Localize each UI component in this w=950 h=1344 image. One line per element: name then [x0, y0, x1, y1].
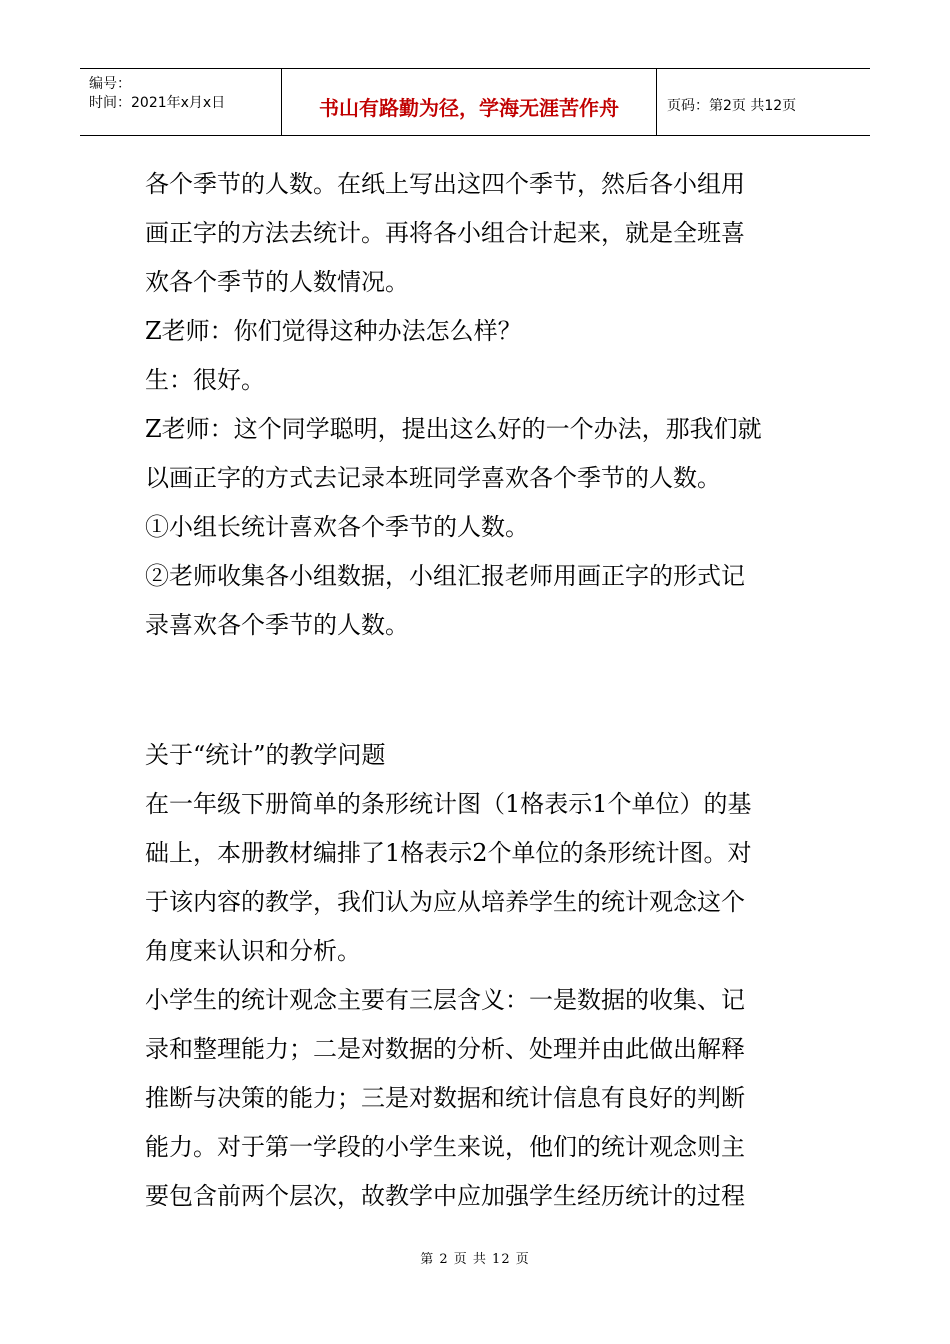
document-body	[145, 160, 810, 1221]
text-line: 各个季节的人数。在纸上写出这四个季节，然后各小组用	[145, 170, 745, 198]
text-line: 能力。对于第一学段的小学生来说，他们的统计观念则主	[145, 1133, 745, 1161]
motto: 书山有路勤为径，学海无涯苦作舟	[319, 96, 619, 120]
page-footer: 第 2 页 共 12 页	[420, 1252, 530, 1267]
text-line: 画正字的方法去统计。再将各小组合计起来，就是全班喜	[145, 219, 745, 247]
header-middle-cell	[282, 69, 657, 135]
text-line: 角度来认识和分析。	[145, 937, 361, 965]
serial-label: 编号：	[89, 76, 131, 92]
text-line: Z老师：你们觉得这种办法怎么样？	[145, 317, 522, 345]
text-line: 小学生的统计观念主要有三层含义：一是数据的收集、记	[145, 986, 745, 1014]
text-line: 关于“统计”的教学问题	[145, 741, 386, 769]
text-line: 录喜欢各个季节的人数。	[145, 611, 409, 639]
header-table	[80, 68, 870, 136]
blank-line	[145, 666, 810, 715]
text-line: 于该内容的教学，我们认为应从培养学生的统计观念这个	[145, 888, 745, 916]
text-line: 录和整理能力；二是对数据的分析、处理并由此做出解释	[145, 1035, 745, 1063]
page-info: 页码：第2页 共12页	[667, 98, 797, 114]
text-line: 欢各个季节的人数情况。	[145, 268, 409, 296]
header-right-cell	[657, 69, 870, 135]
text-line: ①小组长统计喜欢各个季节的人数。	[145, 513, 529, 541]
text-line: 推断与决策的能力；三是对数据和统计信息有良好的判断	[145, 1084, 745, 1112]
text-line: Z老师：这个同学聪明，提出这么好的一个办法，那我们就	[145, 415, 762, 443]
text-line: 要包含前两个层次，故教学中应加强学生经历统计的过程	[145, 1182, 745, 1210]
header-left-cell	[80, 69, 282, 135]
text-line: 础上，本册教材编排了1格表示2个单位的条形统计图。对	[145, 839, 752, 867]
text-line: 生：很好。	[145, 366, 265, 394]
text-line: ②老师收集各小组数据，小组汇报老师用画正字的形式记	[145, 562, 745, 590]
text-line: 以画正字的方式去记录本班同学喜欢各个季节的人数。	[145, 464, 721, 492]
text-line: 在一年级下册简单的条形统计图（1格表示1个单位）的基	[145, 790, 752, 818]
date-label: 时间：2021年x月x日	[89, 95, 226, 111]
